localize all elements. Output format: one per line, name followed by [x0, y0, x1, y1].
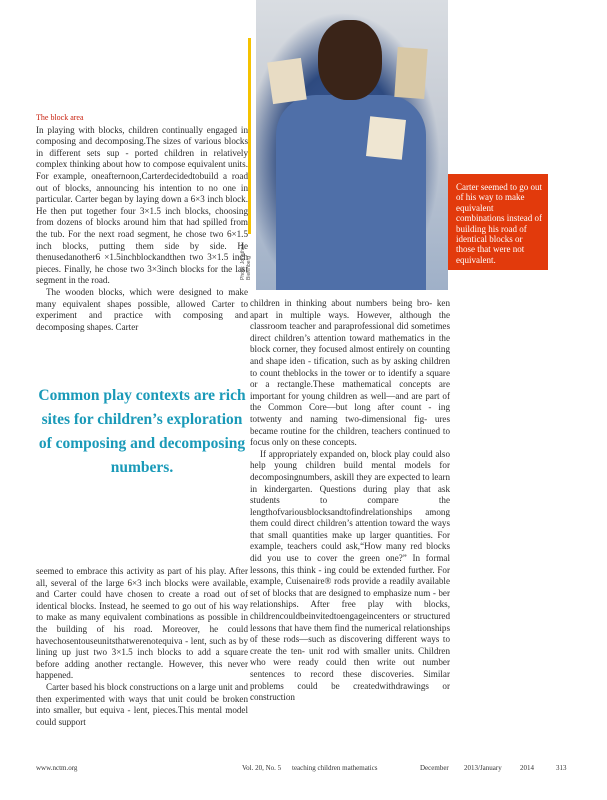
- photo-credit: Photo: Jonathan Bielenberg: [240, 243, 252, 280]
- column-1-bottom: [36, 566, 248, 728]
- block-shape: [366, 116, 406, 160]
- photo-caption: Carter seemed to go out of his way to make equivalent combinations instead of building his road of identical blocks or those that were not equivalent.: [448, 174, 548, 270]
- footer-year: 2014: [520, 764, 534, 772]
- footer-journal: teaching children mathematics: [292, 764, 378, 772]
- block-shape: [267, 58, 307, 104]
- column-2: [250, 298, 450, 704]
- footer-page-number: 313: [556, 764, 567, 772]
- face-shape: [318, 20, 382, 100]
- paragraph: children in thinking about numbers being bro- ken apart in multiple ways. However, although the classroom teacher and paraprofessional did sometimes direct children’s attention toward mathematics in the block corner, they focused almost entirely on counting and shape iden - tification, such as by asking children to count theblocks in the tower or to identify a square or a rectangle.These mathematical concepts are important for young children as well—and are part of the Common Core—but long after count - ing totwenty and naming two-dimensional fig- ures became routine for the children, teachers continued to focus only on these concepts.: [250, 298, 450, 448]
- paragraph: If appropriately expanded on, block play could also help young children build mental models for decomposingnumbers, askill they are expected to learn in kindergarten. Questions during play that ask students to compare the lengthofvariousblocksandtofindrelationships among them could direct children’s attention toward the ways that small quantities make up larger quantities. For example, teachers could ask,“How many red blocks did you use to cover the green one?” In formal lessons, this think - ing could be extended further. For example, Cuisenaire® rods provide a readily available set of blocks that are designed to emphasize num - ber relationships. After free play with blocks, childrencouldbeinvitedtoengageincenters or structured lessons that have them find the numerical relationships of these rods—such as discovering different ways to create the ten- unit rod with smaller units. Children who were ready could then write out number sentences to record these discoveries. Similar problems could be createdwithdrawings or construction: [250, 448, 450, 703]
- paragraph: In playing with blocks, children continually engaged in composing and decomposing.The sizes of various blocks in different sets sup - ported children in relatively complex thinking about how to compose equivalent units. For example, oneafternoon,Carterdecidedtobuild a road out of blocks, announcing his intention to no one in particular. Carter began by laying down a 6×3 inch block. He then put together four 3×1.5 inch blocks, choosing from dozens of blocks around him that had spilled from the tub. For the next road segment, he chose two 6×1.5 inch blocks, putting them side by side. He thenusedanother6 ×1.5inchblockandthen two 3×1.5 inch pieces. Finally, he chose two 3×3inch blocks for the last segment in the road.: [36, 124, 248, 286]
- footer-yearmonth: 2013/January: [464, 764, 502, 772]
- accent-bar: [248, 38, 251, 234]
- child-with-blocks-photo: [256, 0, 448, 290]
- footer-volume: Vol. 20, No. 5: [242, 764, 282, 772]
- paragraph: Carter based his block constructions on a large unit and then experimented with ways that unit could be broken into smaller, but equiva - lent, pieces.This mental model could support: [36, 681, 248, 727]
- section-heading: The block area: [36, 113, 84, 122]
- block-shape: [394, 47, 427, 99]
- paragraph: seemed to embrace this activity as part of his play. After all, several of the large 6×3 inch blocks were available, and Carter could have chosen to create a road out of identical blocks. Instead, he seemed to go out of his way to make as many equivalent combinations as possible in the building of his road. Moreover, he could havechosentouseunitsthatwerenotequiva - lent, such as by lining up just two 3×1.5 inch blocks to add a square before adding another rectangle. However, this never happened.: [36, 566, 248, 681]
- column-1-top: [36, 112, 248, 333]
- footer-month: December: [420, 764, 449, 772]
- paragraph: The wooden blocks, which were designed to make many equivalent shapes possible, allowed Carter to experiment and practice with composing and decomposing shapes. Carter: [36, 286, 248, 332]
- pull-quote: Common play contexts are rich sites for children’s exploration of composing and decomposing numbers.: [38, 387, 246, 476]
- footer-website: www.nctm.org: [36, 764, 78, 772]
